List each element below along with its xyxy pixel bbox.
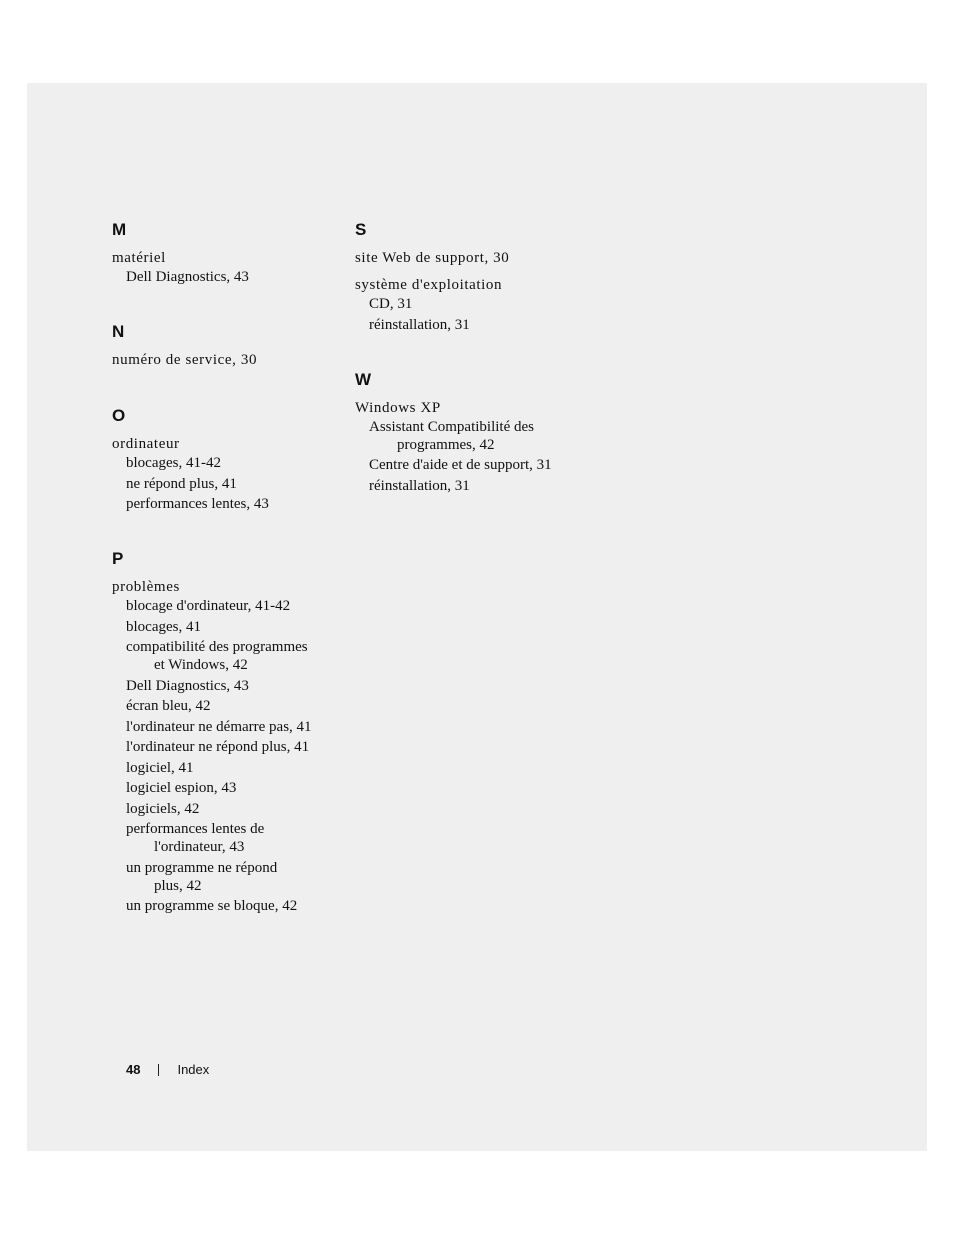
subentry-text: l'ordinateur, 43 (154, 839, 245, 855)
subentry-text: blocage d'ordinateur, 41-42 (126, 598, 291, 614)
section-letter: W (355, 369, 372, 389)
index-section (355, 219, 595, 334)
index-subentry (112, 268, 352, 286)
index-column-middle (355, 219, 595, 530)
subentry-text: logiciels, 42 (126, 800, 200, 817)
index-subentry (112, 779, 352, 797)
index-subentry (355, 418, 595, 454)
index-entry (112, 434, 352, 513)
index-subentry (112, 495, 352, 513)
subentry-text: écran bleu, 42 (126, 698, 211, 714)
index-entry (355, 398, 595, 495)
page-footer (126, 1061, 209, 1079)
subentry-text: et Windows, 42 (154, 657, 248, 673)
subentry-text: l'ordinateur ne répond plus, 41 (126, 739, 310, 755)
section-letter: N (112, 322, 125, 341)
subentry-text: programmes, 42 (397, 436, 495, 453)
subentry-text: Dell Diagnostics, 43 (126, 677, 249, 694)
section-letter: P (112, 549, 124, 568)
subentry-text: un programme se bloque, 42 (126, 898, 298, 914)
index-section (112, 219, 352, 286)
index-section (112, 321, 352, 370)
subentry-text: blocages, 41 (126, 618, 201, 635)
index-subentry (112, 638, 352, 674)
subentry-text: compatibilité des programmes (126, 639, 308, 655)
subentry-text: ne répond plus, 41 (126, 475, 237, 492)
subentry-text: logiciel, 41 (126, 759, 194, 776)
page-number: 48 (126, 1062, 141, 1077)
subentry-text: plus, 42 (154, 877, 202, 894)
index-term: numéro de service, 30 (112, 352, 258, 368)
index-subentry (355, 316, 595, 334)
index-subentry (112, 454, 352, 472)
subentry-text: performances lentes de (126, 821, 265, 837)
subentry-text: réinstallation, 31 (369, 316, 470, 333)
section-letter: O (112, 406, 126, 425)
subentry-text: CD, 31 (369, 296, 413, 312)
index-subentry (355, 295, 595, 313)
index-term: site Web de support, 30 (355, 250, 510, 266)
index-section (355, 369, 595, 495)
index-subentry (112, 820, 352, 856)
index-subentry (112, 897, 352, 915)
index-term: système d'exploitation (355, 277, 503, 293)
subentry-text: performances lentes, 43 (126, 496, 269, 512)
index-subentry (112, 718, 352, 736)
index-column-left (112, 219, 352, 950)
subentry-text: blocages, 41-42 (126, 455, 221, 471)
index-subentry (112, 759, 352, 777)
index-subentry (355, 456, 595, 474)
index-subentry (112, 677, 352, 695)
index-subentry (112, 597, 352, 615)
footer-section-title: Index (177, 1062, 210, 1077)
index-subentry (112, 618, 352, 636)
section-letter: S (355, 220, 367, 239)
subentry-text: l'ordinateur ne démarre pas, 41 (126, 718, 312, 735)
index-term: ordinateur (112, 436, 180, 452)
index-entry (112, 577, 352, 915)
subentry-text: Centre d'aide et de support, 31 (369, 457, 552, 473)
footer-separator (158, 1064, 159, 1076)
index-term: Windows XP (355, 399, 441, 416)
subentry-text: réinstallation, 31 (369, 477, 470, 494)
subentry-text: un programme ne répond (126, 859, 278, 876)
subentry-text: logiciel espion, 43 (126, 780, 237, 796)
subentry-text: Dell Diagnostics, 43 (126, 269, 249, 285)
subentry-text: Assistant Compatibilité des (369, 418, 534, 435)
index-subentry (112, 697, 352, 715)
section-letter: M (112, 220, 127, 239)
index-subentry (112, 738, 352, 756)
index-entry (355, 275, 595, 334)
index-subentry (112, 800, 352, 818)
index-term: matériel (112, 250, 166, 266)
index-subentry (112, 475, 352, 493)
index-subentry (355, 477, 595, 495)
index-entry (112, 350, 352, 370)
index-entry (355, 248, 595, 268)
index-term: problèmes (112, 579, 180, 595)
index-entry (112, 248, 352, 286)
index-section (112, 405, 352, 513)
index-subentry (112, 859, 352, 895)
index-section (112, 548, 352, 915)
